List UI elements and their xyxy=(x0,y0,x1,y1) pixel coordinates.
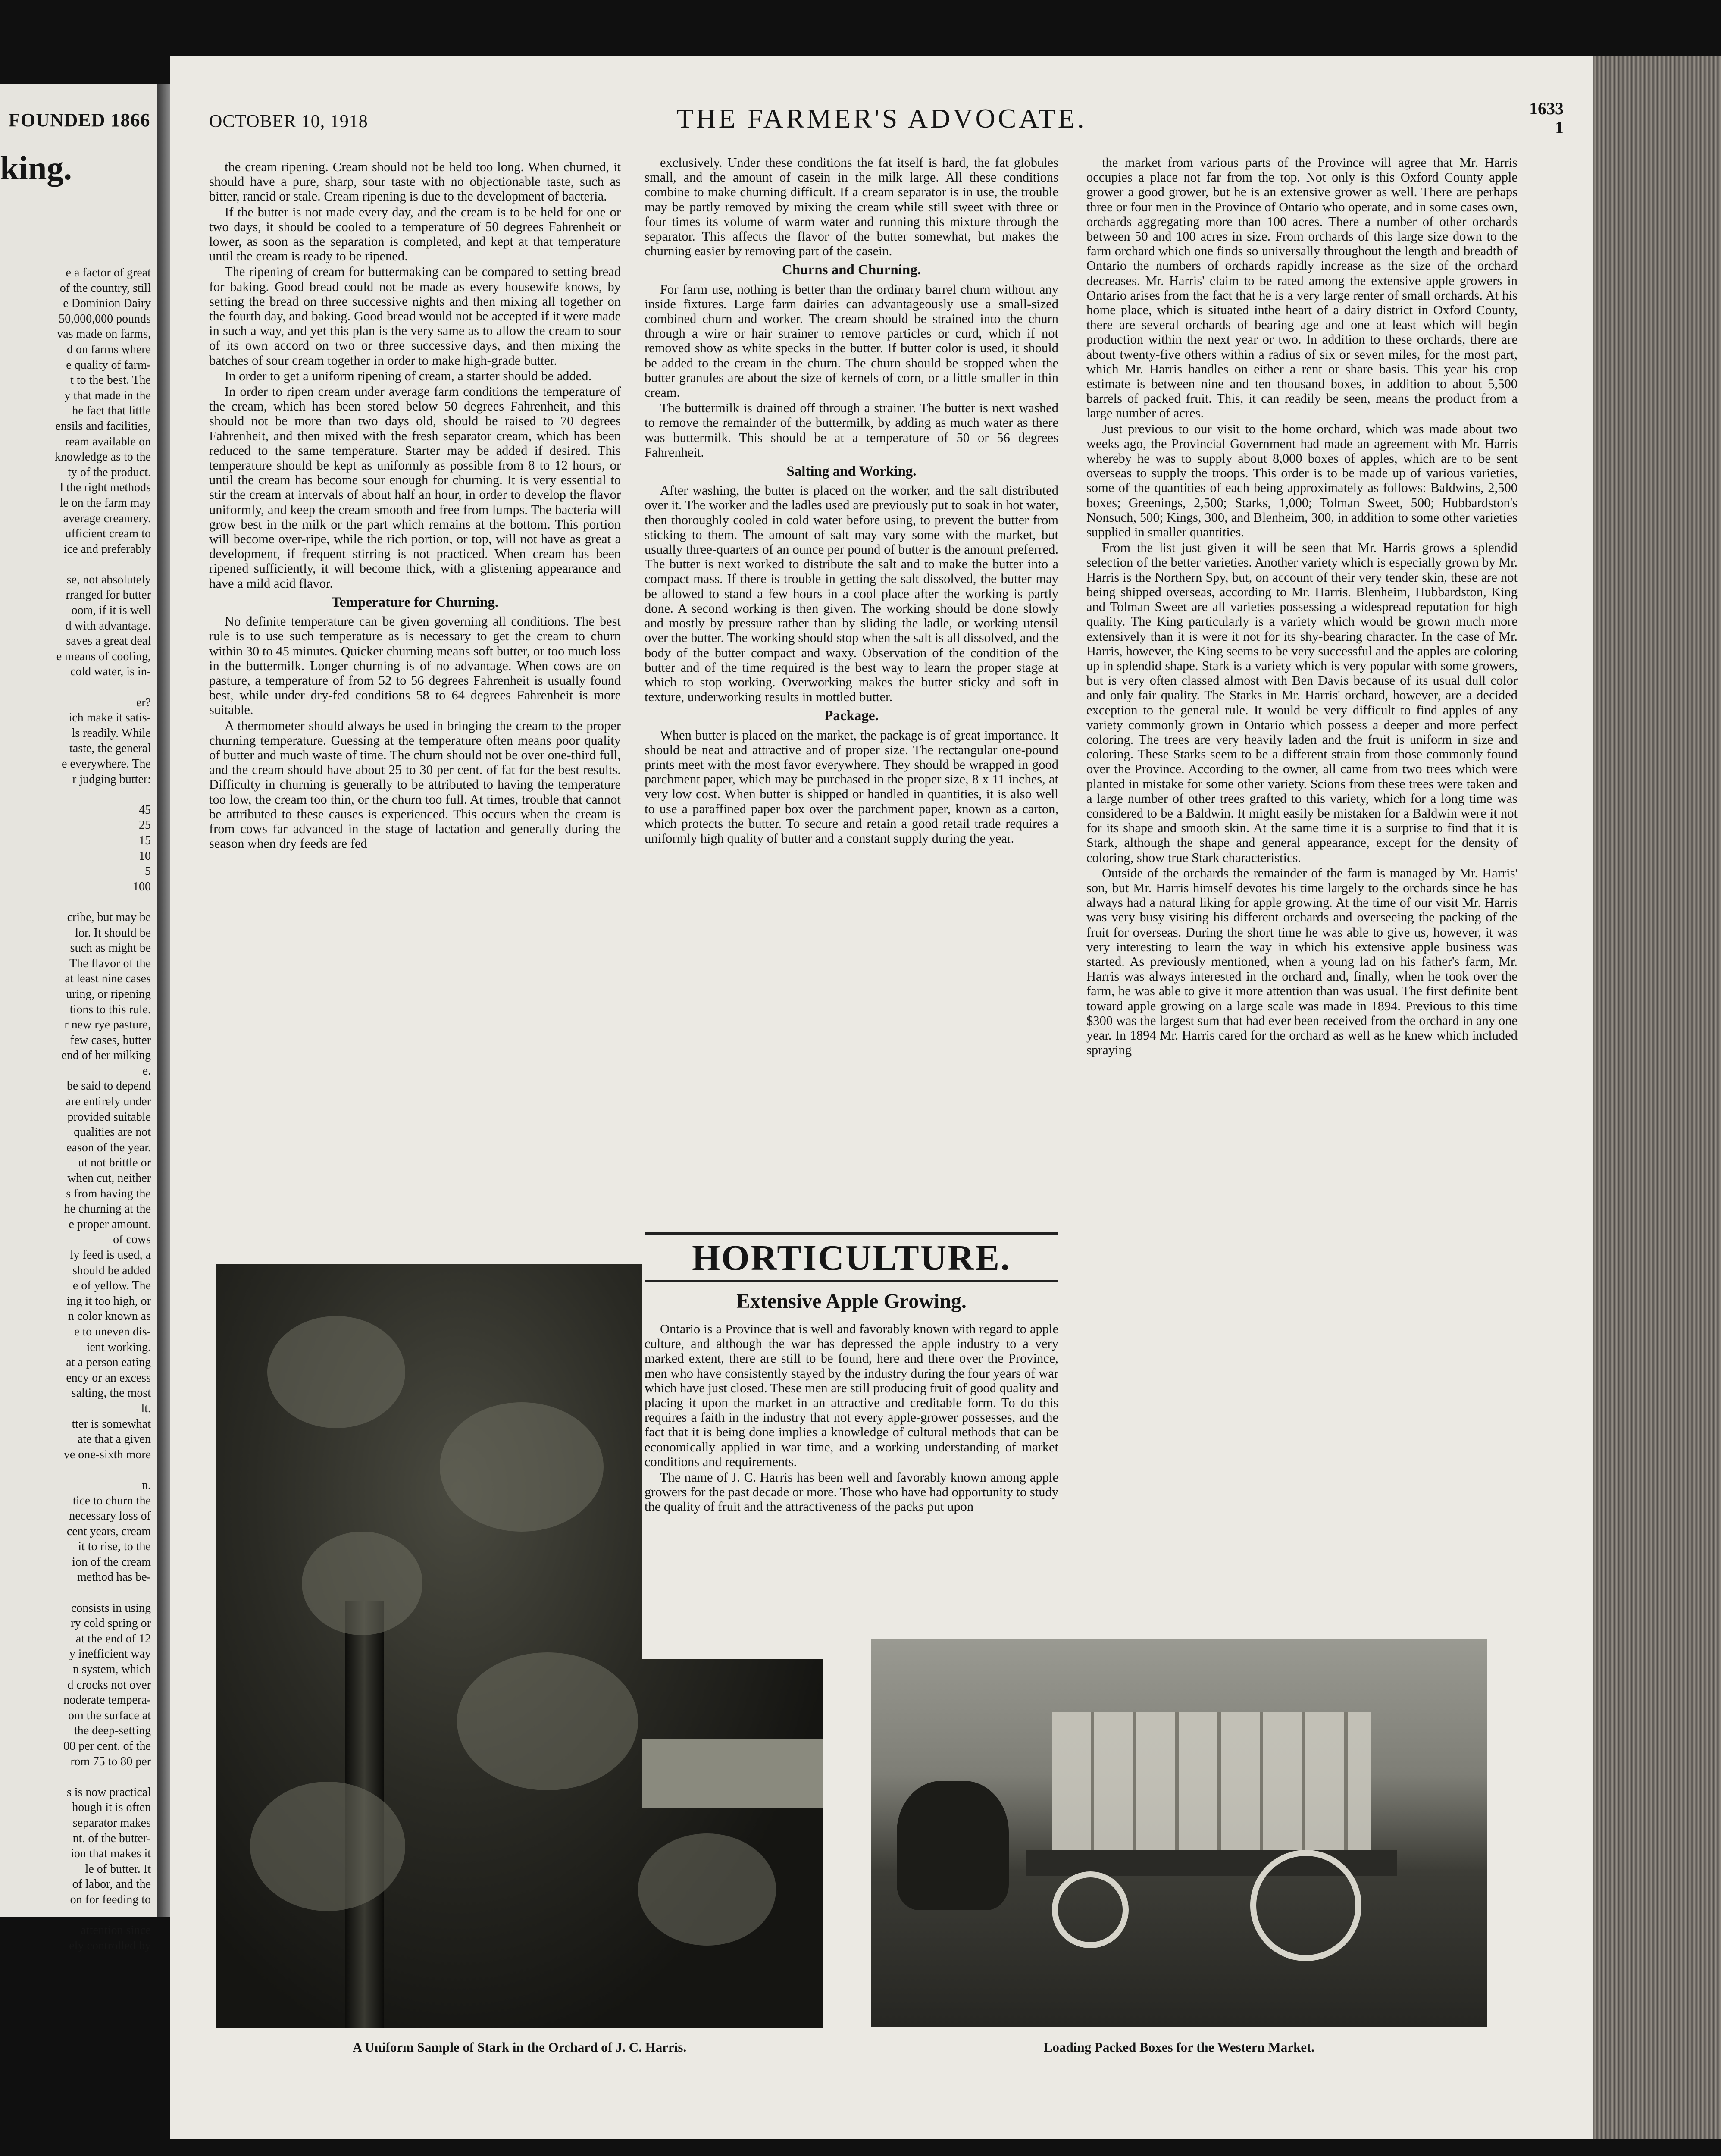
text-line: rranged for butter xyxy=(66,588,151,602)
text-line: 10 xyxy=(139,849,151,863)
apple-cluster xyxy=(638,1833,776,1946)
text-line: ency or an excess xyxy=(66,1371,151,1385)
text-line: eason of the year. xyxy=(66,1141,151,1154)
paragraph: the market from various parts of the Province will agree that Mr. Harris occupies a place not far from the top. Not only is this Oxford County apple grower a good grower, but he is an extensive grower as well. There are perhaps three or four men in the Province of Ontario who operate, and in some cases own, orchards aggregating more than 100 acres. There a number of other orchards between 50 and 100 acres in size. From orchards of this large size down to the farm orchard which one finds so universally throughout the length and breadth of Ontario the numbers of orchards rapidly increase as the size of the orchard decreases. Mr. Harris' claim to be rated among the extensive apple growers in Ontario arises from the fact that he is a very large renter of small orchards. At his home place, which is situated inthe heart of a dairy district in Oxford County, there are several orchards of bearing age and one at least which will begin production within the next year or two. In addition to these orchards, there are about twenty-five others within a radius of six or seven miles, for the most part, which Mr. Harris handles on either a rent or share basis. This year his crop estimate is between nine and ten thousand boxes, in addition to about 5,500 barrels of packed fruit. This, it can readily be seen, means the product from a large number of acres. xyxy=(1086,155,1518,421)
text-line: cold water, is in- xyxy=(70,665,151,679)
text-line: salting, the most xyxy=(71,1386,151,1400)
text-line: attention since xyxy=(81,1924,151,1937)
text-line: ut not brittle or xyxy=(78,1156,151,1170)
apple-cluster xyxy=(440,1402,604,1532)
paragraph: A thermometer should always be used in bringing the cream to the proper churning temperature. Guessing at the temperature often means poor quality of butter and much waste of time. The churn should not be over one-third full, and the cream should have about 25 to 30 per cent. of fat for the best results. Difficulty in churning is generally to be attributed to having the temperature too low, the cream too thin, or the churn too full. At times, trouble that cannot be attributed to these causes is experienced. This occurs when the cream is from cows far advanced in the stage of lactation and generally during the season when dry feeds are fed xyxy=(209,718,621,851)
text-line: such as might be xyxy=(70,941,151,955)
text-line: r new rye pasture, xyxy=(64,1018,151,1032)
masthead: THE FARMER'S ADVOCATE. xyxy=(676,103,1087,134)
apple-cluster xyxy=(302,1532,422,1635)
text-line: he churning at the xyxy=(64,1202,151,1216)
paragraph: If the butter is not made every day, and the cream is to be held for one or two days, it should be cooled to a temperature of 50 degrees Fahrenheit or lower, as soon as the separation is completed, and kept at that temperature until the cream is ready to be ripened. xyxy=(209,204,621,264)
apple-cluster xyxy=(267,1316,405,1428)
text-line: The flavor of the xyxy=(69,956,151,970)
text-line: n color known as xyxy=(68,1310,151,1323)
text-line: ly feed is used, a xyxy=(70,1248,151,1262)
section-heading: Salting and Working. xyxy=(786,464,917,479)
text-line: of cows xyxy=(113,1233,151,1247)
text-line: the deep-setting xyxy=(74,1724,151,1738)
page-number-main: 1633 xyxy=(1529,99,1564,118)
text-line: noderate tempera- xyxy=(63,1693,151,1707)
text-line: of labor, and the xyxy=(72,1877,151,1891)
paragraph: In order to get a uniform ripening of cream, a starter should be added. xyxy=(225,368,592,383)
text-line: ely controlled by xyxy=(69,1939,151,1952)
text-line: e of yellow. The xyxy=(72,1279,151,1293)
text-line: e everywhere. The xyxy=(61,757,151,771)
text-line: cent years, cream xyxy=(66,1524,151,1538)
column-2 xyxy=(645,155,1058,846)
text-line xyxy=(4,894,151,910)
text-line: nt. of the butter- xyxy=(72,1831,151,1845)
text-line: cribe, but may be xyxy=(67,910,151,924)
text-line: y inefficient way xyxy=(69,1647,151,1661)
paragraph: The name of J. C. Harris has been well and favorably known among apple growers for the past decade or more. Those who have had opportunity to study the quality of fruit and the attractiveness of the packs put upon xyxy=(645,1470,1058,1514)
text-line: 5 xyxy=(145,865,151,878)
text-line: method has be- xyxy=(77,1570,151,1584)
paragraph: From the list just given it will be seen that Mr. Harris grows a splendid selection of the better varieties. Another variety which is especially grown by Mr. Harris is the Northern Spy, but, on account of their very tender skin, these are not being shipped overseas, according to Mr. Harris. Blenheim, Hubbardston, King and Tolman Sweet are all varieties possessing a widespread reputation for high quality. The King particularly is a variety which would be grown much more extensively than it is were it not for its shy-bearing character. In the case of Mr. Harris, however, the King seems to be very successful and the apples are coloring up in splendid shape. Stark is a variety which is very popular with some growers, but is very often classed almost with Ben Davis because of its usual dull color and only fair quality. The Starks in Mr. Harris' orchard, however, are a decided exception to the general rule. It would be very difficult to find apples of any variety commonly grown in Ontario which possess a deeper and more perfect coloring. The trees are very heavily laden and the fruit is uniform in size and coloring. These Starks seem to be a different strain from those commonly found over the Province. According to the owner, all came from two trees which were planted in mistake for some other variety. Scions from these trees were taken and a large number of other trees grafted to this variety, which for a long time was considered to be a Baldwin. It might easily be mistaken for a Baldwin were it not for its shape and smooth skin. At the same time it is a surprise to find that it is Stark, although the shape and general appearance, except for the density of coloring, show true Stark characteristics. xyxy=(1086,540,1518,865)
text-line: y that made in the xyxy=(64,389,151,402)
text-line: ty of the product. xyxy=(68,465,151,479)
text-line: vas made on farms, xyxy=(57,327,151,341)
text-line: at least nine cases xyxy=(65,972,151,986)
text-line: le on the farm may xyxy=(59,496,151,510)
text-line: uring, or ripening xyxy=(66,987,151,1001)
paragraph: the cream ripening. Cream should not be held too long. When churned, it should have a pure, sharp, sour taste with no objectionable taste, such as bitter, rancid or stale. Cream ripening is due to the development of bacteria. xyxy=(209,160,621,204)
text-line: ice and preferably xyxy=(63,542,151,556)
text-line: it to rise, to the xyxy=(78,1540,151,1554)
text-line: r judging butter: xyxy=(72,772,151,786)
text-line: ion of the cream xyxy=(72,1555,151,1569)
text-line: ensils and facilities, xyxy=(55,419,151,433)
text-line: ient working. xyxy=(86,1340,151,1354)
text-line: l the right methods xyxy=(60,481,151,495)
paragraph: After washing, the butter is placed on the worker, and the salt distributed over it. The worker and the ladles used are previously put to soak in hot water, then thoroughly cooled in cold water before using, to prevent the butter from sticking to them. The amount of salt may vary some with the market, but usually three-quarters of an ounce per pound of butter is the amount preferred. The butter is next worked to distribute the salt and to make the butter into a compact mass. If there is trouble in getting the salt dissolved, the butter may be allowed to stand a few hours in a cool place after the working is partly done. A second working is then given. The working should be done slowly and mostly by pressure rather than by sliding the ladle, or working utensil over the butter. The working should stop when the salt is all dissolved, and the body of the butter compact and waxy. Observation of the condition of the butter and of the time required is the best way to learn the proper stage at which to stop working. Overworking makes the butter sticky and soft in texture, underworking results in mottled butter. xyxy=(645,483,1058,705)
text-line: 15 xyxy=(139,834,151,847)
text-line: separator makes xyxy=(72,1816,151,1830)
left-page-section-title: king. xyxy=(0,149,72,187)
page-number-sub: 1 xyxy=(1555,118,1564,137)
text-line: n. xyxy=(142,1478,151,1492)
left-page-fragment xyxy=(0,84,157,1952)
page-number xyxy=(1529,99,1564,137)
text-line: t to the best. The xyxy=(70,373,151,387)
text-line: e proper amount. xyxy=(69,1217,151,1231)
text-line: s is now practical xyxy=(66,1785,151,1799)
paragraph: The buttermilk is drained off through a strainer. The butter is next washed to remove the remainder of the buttermilk, by adding as much water as there was buttermilk. This should be at a temperature of 50 or 56 degrees Fahrenheit. xyxy=(645,401,1058,460)
text-line: 45 xyxy=(139,803,151,817)
photo-sky xyxy=(642,1739,823,1808)
left-page-header: FOUNDED 1866 xyxy=(9,110,150,131)
paragraph: The ripening of cream for buttermaking can be compared to setting bread for baking. Good bread could not be made as every housewife knows, by setting the bread on three successive nights and then mixing all together on the fourth day, and baking. Good bread would not be accepted if it were made in such a way, and yet this plan is the very same as to allow the cream to sour of its own accord on two or three successive days, and then mixing the batches of sour cream together in order to make high-grade butter. xyxy=(209,264,621,368)
text-line xyxy=(4,1908,151,1923)
text-line: ream available on xyxy=(65,435,151,448)
text-line: e means of cooling, xyxy=(56,649,151,663)
main-page xyxy=(170,56,1593,2139)
section-heading: Churns and Churning. xyxy=(782,262,921,278)
text-line: rom 75 to 80 per xyxy=(70,1755,151,1768)
text-line: e. xyxy=(142,1064,151,1078)
text-line: taste, the general xyxy=(69,742,151,755)
text-line: d on farms where xyxy=(66,342,151,356)
article-title: Extensive Apple Growing. xyxy=(736,1290,967,1313)
text-line: average creamery. xyxy=(63,511,151,525)
text-line: d crocks not over xyxy=(67,1678,151,1692)
text-line: ls readily. While xyxy=(72,726,151,740)
text-line: few cases, butter xyxy=(70,1033,151,1047)
text-line: er? xyxy=(136,696,151,709)
text-line: e quality of farm- xyxy=(66,358,151,372)
text-line: ate that a given xyxy=(77,1432,151,1446)
text-line: e Dominion Dairy xyxy=(63,297,151,310)
text-line: ich make it satis- xyxy=(69,711,151,725)
text-line: e a factor of great xyxy=(66,266,151,279)
text-line: lor. It should be xyxy=(75,926,151,940)
text-line xyxy=(4,1462,151,1478)
text-line xyxy=(4,1585,151,1601)
paragraph: Ontario is a Province that is well and favorably known with regard to apple culture, and although the war has depressed the apple industry to a very marked extent, there are still to be found, here and there over the Province, men who have consistently stayed by the industry during the four years of war which have just closed. These men are still producing fruit of good quality and placing it upon the market in an attractive and creditable form. To do this requires a faith in the industry that not every apple-grower possesses, and the fact that it is being done implies a knowledge of cultural methods that can be economically applied in war time, and a working understanding of market conditions and requirements. xyxy=(645,1322,1058,1469)
text-line: oom, if it is well xyxy=(71,604,151,617)
text-line: ion that makes it xyxy=(71,1847,151,1861)
text-line: he fact that little xyxy=(72,404,151,418)
paragraph: No definite temperature can be given governing all conditions. The best rule is to use such temperature as is necessary to get the cream to churn within 30 to 45 minutes. Quicker churning means soft butter, or too much loss in the buttermilk. Longer churning is of no advantage. When cows are on pasture, a temperature of from 52 to 56 degrees Fahrenheit is usually found best, while under dry-fed conditions 58 to 64 degrees Fahrenheit is more suitable. xyxy=(209,614,621,718)
paragraph: When butter is placed on the market, the package is of great importance. It should be neat and attractive and of proper size. The rectangular one-pound prints meet with the most favor everywhere. They should be wrapped in good parchment paper, which may be purchased in the proper size, 8 x 11 inches, at very low cost. When butter is shipped or handled in quantities, it is also well to use a paraffined paper box over the parchment paper, known as a carton, which protects the butter. To secure and retain a good retail trade requires a uniformly high quality of butter and a constant supply during the year. xyxy=(645,727,1058,846)
photo-caption: A Uniform Sample of Stark in the Orchard of J. C. Harris. xyxy=(352,2040,687,2055)
text-line: 25 xyxy=(139,818,151,832)
text-line: e to uneven dis- xyxy=(74,1325,151,1338)
text-line xyxy=(4,1769,151,1785)
text-line: d with advantage. xyxy=(65,619,151,633)
text-line: at the end of 12 xyxy=(75,1632,151,1645)
column-3 xyxy=(1086,155,1518,1058)
text-line: at a person eating xyxy=(66,1356,151,1369)
text-line: necessary loss of xyxy=(69,1509,151,1523)
text-line: ing it too high, or xyxy=(66,1294,151,1308)
text-line: qualities are not xyxy=(74,1125,151,1139)
text-line: tions to this rule. xyxy=(69,1003,151,1016)
text-line: are entirely under xyxy=(66,1095,151,1109)
paragraph: For farm use, nothing is better than the ordinary barrel churn without any inside fixtures. Large farm dairies can advantageously use a small-sized combined churn and worker. The cream should be strained into the churn through a wire or hair strainer to remove particles or curd, which if not removed show as white specks in the butter. If butter color is used, it should be added to the cream in the churn. The churn should be stopped when the butter granules are about the size of kernels of corn, or a little smaller in thin cream. xyxy=(645,282,1058,400)
section-heading: Temperature for Churning. xyxy=(331,594,499,610)
wagon-wheel xyxy=(1052,1871,1129,1948)
text-line: 00 per cent. of the xyxy=(63,1739,151,1753)
text-line: tice to churn the xyxy=(72,1494,151,1507)
paragraph: Outside of the orchards the remainder of the farm is managed by Mr. Harris' son, but Mr. Harris himself devotes his time largely to the orchards since he has always had a natural liking for apple growing. At the time of our visit Mr. Harris was very busy visiting his different orchards and overseeing the packing of the fruit for overseas. During the short time he was able to give us, however, it was very interesting to learn the way in which his extensive apple business was started. As previously mentioned, when a young lad on his father's farm, Mr. Harris was always interested in the orchard and, finally, when he took over the farm, he was able to give it more attention than was usual. The first definite bent toward apple growing on a large scale was made in 1894. Previous to this time $300 was the largest sum that had ever been received from the orchard in any one year. In 1894 Mr. Harris cared for the orchard as well as he knew which included spraying xyxy=(1086,865,1518,1058)
horticulture-text xyxy=(645,1322,1058,1515)
text-line: saves a great deal xyxy=(66,634,151,648)
horse-silhouette xyxy=(897,1781,1009,1910)
text-line xyxy=(4,680,151,695)
text-line: ve one-sixth more xyxy=(63,1448,151,1461)
text-line: le of butter. It xyxy=(85,1862,151,1876)
text-line: should be added xyxy=(72,1263,151,1277)
paragraph: In order to ripen cream under average farm conditions the temperature of the cream, which has been stored below 50 degrees Fahrenheit, and this should not be more than two days old, should be raised to 70 degrees Fahrenheit, and then mixed with the fresh separator cream, which has been reduced to the same temperature. Starter may be added if desired. This temperature should be kept as uniformly as possible from 8 to 12 hours, or until the cream has become sour enough for churning. It is very essential to stir the cream at intervals of about half an hour, in order to develop the flavor uniformly, and keep the cream smooth and free from lumps. The bacteria will grow best in the milk or the part which remains at the bottom. This portion will become over-ripe, while the rich portion, or top, will not have as great a development, if frequent stirring is not practiced. When cream has been ripened sufficiently, it will become thick, with a glistening appearance and have a mild acid flavor. xyxy=(209,384,621,591)
wagon-photo xyxy=(871,1639,1487,2027)
text-line: se, not absolutely xyxy=(66,573,151,586)
text-line: when cut, neither xyxy=(67,1172,151,1185)
photo-caption: Loading Packed Boxes for the Western Market. xyxy=(1043,2040,1315,2055)
text-line xyxy=(4,787,151,802)
paragraph: exclusively. Under these conditions the fat itself is hard, the fat globules small, and the amount of casein in the milk large. All these conditions combine to make churning difficult. If a cream separator is in use, the trouble may be partly removed by mixing the cream while still sweet with three or four times its volume of warm water and running this mixture through the separator. This affects the flavor of the butter somewhat, but makes the churning easier by removing part of the casein. xyxy=(645,155,1058,259)
text-line: ry cold spring or xyxy=(71,1617,151,1630)
paragraph: Just previous to our visit to the home orchard, which was made about two weeks ago, the Provincial Government had made an agreement with Mr. Harris whereby he was to supply about 8,000 boxes of apples, which are to be sent overseas to supply the troops. This order is to be made up of various varieties, some of the quantities of each being approximately as follows: Baldwins, 2,500 boxes; Greenings, 2,500; Starks, 1,000; Tolman Sweet, 500; Hubbardston's Nonsuch, 500; Kings, 300, and Blenheim, 300, in addition to some other varieties supplied in smaller quantities. xyxy=(1086,421,1518,540)
text-line xyxy=(4,557,151,572)
issue-date: OCTOBER 10, 1918 xyxy=(209,112,368,132)
packed-boxes xyxy=(1052,1712,1371,1854)
text-line: end of her milking xyxy=(61,1049,151,1062)
text-line: tter is somewhat xyxy=(72,1417,151,1431)
text-line: lt. xyxy=(141,1401,151,1415)
text-line: provided suitable xyxy=(67,1110,151,1124)
text-line: ufficient cream to xyxy=(65,527,151,541)
text-line: of the country, still xyxy=(59,281,151,295)
text-line: knowledge as to the xyxy=(54,450,151,464)
apple-cluster xyxy=(457,1652,638,1790)
text-line: 100 xyxy=(133,880,151,893)
text-line: hough it is often xyxy=(72,1801,151,1814)
text-line: be said to depend xyxy=(66,1079,151,1093)
text-line: s from having the xyxy=(66,1187,151,1200)
text-line: consists in using xyxy=(71,1601,151,1615)
column-1 xyxy=(209,160,621,852)
apple-cluster xyxy=(250,1782,405,1911)
page-edges xyxy=(1593,56,1721,2139)
text-line: on for feeding to xyxy=(70,1893,151,1906)
text-line: om the surface at xyxy=(68,1708,151,1722)
horticulture-title: HORTICULTURE. xyxy=(645,1232,1058,1282)
text-line: 50,000,000 pounds xyxy=(59,312,151,326)
section-heading: Package. xyxy=(824,708,879,724)
text-line: n system, which xyxy=(72,1663,151,1677)
book-gutter xyxy=(157,84,170,1917)
wagon-wheel xyxy=(1250,1850,1361,1961)
left-page-text xyxy=(4,265,151,1953)
